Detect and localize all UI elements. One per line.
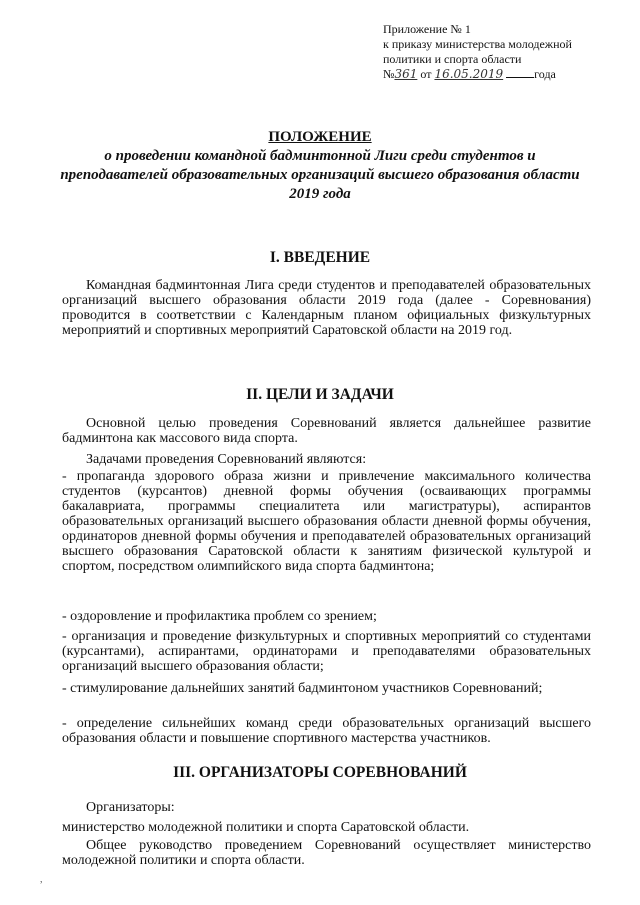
appendix-line-1: Приложение № 1	[383, 22, 471, 36]
title-line-4: 2019 года	[289, 186, 351, 202]
title-line-2: о проведении командной бадминтонной Лиги среди студентов и	[104, 148, 536, 164]
section-2-paragraph-1: Основной целью проведения Соревнований является дальнейшее развитие бадминтона как массового вида спорта.	[62, 416, 591, 446]
section-2-item-1: - пропаганда здорового образа жизни и привлечение максимального количества студентов (курсантов) дневной формы обучения (осваивающих программы бакалавриата, программы специалитета или магистратуры), аспирантов образовательных организаций высшего образования области дневной формы обучения, ординаторов дневной формы обучения и преподавателей образовательных организаций высшего образования Саратовской области к занятиям физической культурой и спортом, посредством олимпийского вида спорта бадминтона;	[62, 469, 591, 574]
order-number-prefix: №	[383, 67, 395, 81]
date-underline	[506, 77, 534, 78]
order-year-suffix: года	[534, 67, 556, 81]
appendix-line-2: к приказу министерства молодежной	[383, 37, 572, 51]
section-3-heading: III. ОРГАНИЗАТОРЫ СОРЕВНОВАНИЙ	[173, 764, 467, 781]
section-2-item-2: - оздоровление и профилактика проблем со зрением;	[62, 609, 377, 624]
scan-mark: ,	[40, 874, 43, 885]
section-2-paragraph-2: Задачами проведения Соревнований являются:	[86, 452, 367, 467]
section-3-paragraph-1: Организаторы:	[86, 800, 175, 815]
appendix-block	[383, 22, 608, 82]
appendix-order-line	[383, 67, 608, 82]
section-2-heading: II. ЦЕЛИ И ЗАДАЧИ	[246, 386, 394, 403]
section-2-item-3: - организация и проведение физкультурных и спортивных мероприятий со студентами (курсантами), аспирантами, ординаторами и преподавателями образовательных организаций высшего образования области;	[62, 629, 591, 674]
order-date-prefix: от	[420, 67, 432, 81]
title-line-1: ПОЛОЖЕНИЕ	[268, 129, 372, 145]
section-2-item-5: - определение сильнейших команд среди образовательных организаций высшего образования области и повышение спортивного мастерства участников.	[62, 716, 591, 746]
order-date-handwritten: 16.05.2019	[434, 67, 504, 81]
section-1-paragraph: Командная бадминтонная Лига среди студентов и преподавателей образовательных организаций высшего образования области 2019 года (далее - Соревнования) проводится в соответствии с Календарным планом официальных физкультурных мероприятий и спортивных мероприятий Саратовской области на 2019 год.	[62, 278, 591, 338]
section-1-heading: I. ВВЕДЕНИЕ	[269, 249, 371, 266]
section-3-paragraph-2: министерство молодежной политики и спорта Саратовской области.	[62, 820, 470, 835]
title-line-3: преподавателей образовательных организаций высшего образования области	[60, 167, 580, 183]
appendix-line-3: политики и спорта области	[383, 52, 522, 66]
order-number-handwritten: 361	[394, 67, 418, 81]
document-title	[40, 128, 600, 204]
section-3-paragraph-3: Общее руководство проведением Соревнований осуществляет министерство молодежной политики и спорта области.	[62, 838, 591, 868]
section-2-item-4: - стимулирование дальнейших занятий бадминтоном участников Соревнований;	[62, 681, 543, 696]
